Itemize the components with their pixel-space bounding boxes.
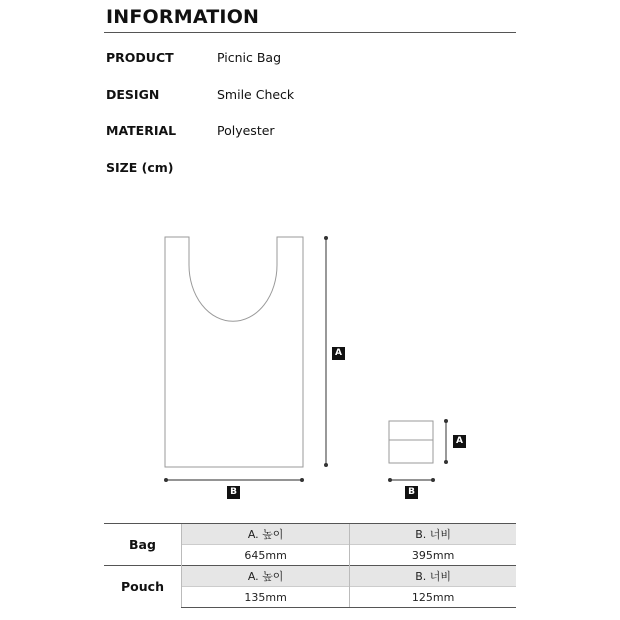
- pouch-width-tag: B: [405, 486, 418, 499]
- bag-width-endpoint-right: [300, 478, 304, 482]
- spec-label-product: PRODUCT: [106, 50, 174, 65]
- spec-label-material: MATERIAL: [106, 123, 177, 138]
- spec-value-material: Polyester: [217, 123, 275, 138]
- bag-outline: [165, 237, 303, 467]
- bag-height-endpoint-bottom: [324, 463, 328, 467]
- pouch-height-endpoint-top: [444, 419, 448, 423]
- row-name-pouch: Pouch: [104, 566, 182, 608]
- bag-height-tag: A: [332, 347, 345, 360]
- value-cell-pouch-height: 135mm: [182, 587, 350, 608]
- header-cell-height: A. 높이: [182, 524, 350, 545]
- pouch-height-tag: A: [453, 435, 466, 448]
- pouch-outline: [389, 421, 433, 463]
- pouch-width-endpoint-left: [388, 478, 392, 482]
- table-row: [104, 566, 516, 587]
- value-cell-pouch-width: 125mm: [350, 587, 516, 608]
- header-cell-width: B. 너비: [350, 566, 516, 587]
- size-table: [104, 523, 516, 608]
- page-title: INFORMATION: [106, 6, 260, 28]
- spec-label-design: DESIGN: [106, 87, 160, 102]
- row-name-bag: Bag: [104, 524, 182, 566]
- spec-value-product: Picnic Bag: [217, 50, 282, 65]
- spec-value-design: Smile Check: [217, 87, 295, 102]
- value-cell-bag-width: 395mm: [350, 545, 516, 566]
- header-cell-width: B. 너비: [350, 524, 516, 545]
- header-cell-height: A. 높이: [182, 566, 350, 587]
- table-row: [104, 524, 516, 545]
- bag-width-endpoint-left: [164, 478, 168, 482]
- pouch-width-endpoint-right: [431, 478, 435, 482]
- bag-width-tag: B: [227, 486, 240, 499]
- value-cell-bag-height: 645mm: [182, 545, 350, 566]
- bag-height-endpoint-top: [324, 236, 328, 240]
- pouch-height-endpoint-bottom: [444, 460, 448, 464]
- spec-label-size: SIZE (cm): [106, 160, 174, 175]
